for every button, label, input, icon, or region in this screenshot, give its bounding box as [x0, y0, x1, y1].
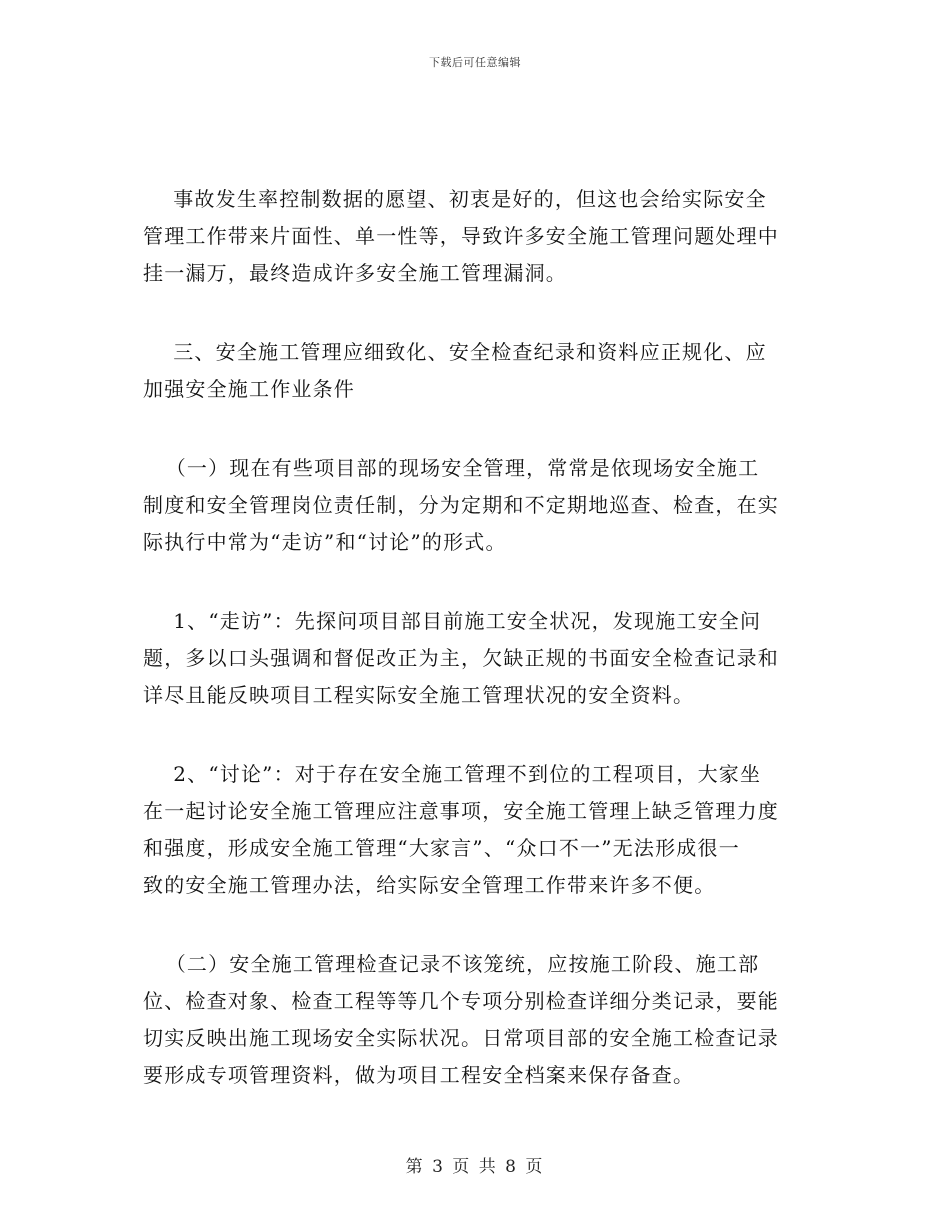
paragraph-3 [143, 450, 811, 561]
text-line: 2、“讨论”：对于存在安全施工管理不到位的工程项目，大家坐 [143, 762, 762, 786]
paragraph-1 [143, 181, 811, 292]
page-header: 下载后可任意编辑 [429, 56, 521, 69]
paragraph-6 [143, 946, 811, 1094]
paragraph-gap [143, 714, 811, 756]
text-line: 致的安全施工管理办法，给实际安全管理工作带来许多不便。 [143, 873, 716, 897]
text-line: 管理工作带来片面性、单一性等，导致许多安全施工管理问题处理中 [143, 224, 779, 248]
paragraph-gap [143, 408, 811, 450]
text-line: 三、安全施工管理应细致化、安全检查纪录和资料应正规化、应 [143, 340, 767, 364]
text-line: 切实反映出施工现场安全实际状况。日常项目部的安全施工检查记录 [143, 1026, 779, 1050]
paragraph-gap [143, 292, 811, 334]
text-line: 际执行中常为“走访”和“讨论”的形式。 [143, 530, 507, 554]
document-body [143, 181, 811, 1094]
text-line: 和强度，形成安全施工管理“大家言”、“众口不一”无法形成很一 [143, 836, 740, 860]
text-line: 详尽且能反映项目工程实际安全施工管理状况的安全资料。 [143, 683, 695, 707]
text-line: 要形成专项管理资料，做为项目工程安全档案来保存备查。 [143, 1063, 695, 1087]
text-line: （一）现在有些项目部的现场安全管理，常常是依现场安全施工 [143, 456, 760, 480]
text-line: （二）安全施工管理检查记录不该笼统，应按施工阶段、施工部 [143, 952, 760, 976]
paragraph-gap [143, 561, 811, 603]
text-line: 加强安全施工作业条件 [143, 377, 355, 401]
text-line: 挂一漏万，最终造成许多安全施工管理漏洞。 [143, 261, 567, 285]
paragraph-2-section-heading [143, 334, 811, 408]
paragraph-gap [143, 904, 811, 946]
text-line: 位、检查对象、检查工程等等几个专项分别检查详细分类记录，要能 [143, 989, 779, 1013]
text-line: 在一起讨论安全施工管理应注意事项，安全施工管理上缺乏管理力度 [143, 799, 779, 823]
paragraph-4 [143, 603, 811, 714]
text-line: 题，多以口头强调和督促改正为主，欠缺正规的书面安全检查记录和 [143, 646, 779, 670]
paragraph-5 [143, 756, 811, 904]
text-line: 1、“走访”：先探问项目部目前施工安全状况，发现施工安全问 [143, 609, 762, 633]
page-number: 第 3 页 共 8 页 [405, 1157, 545, 1177]
text-line: 事故发生率控制数据的愿望、初衷是好的，但这也会给实际安全 [143, 187, 767, 211]
text-line: 制度和安全管理岗位责任制，分为定期和不定期地巡查、检查，在实 [143, 493, 779, 517]
